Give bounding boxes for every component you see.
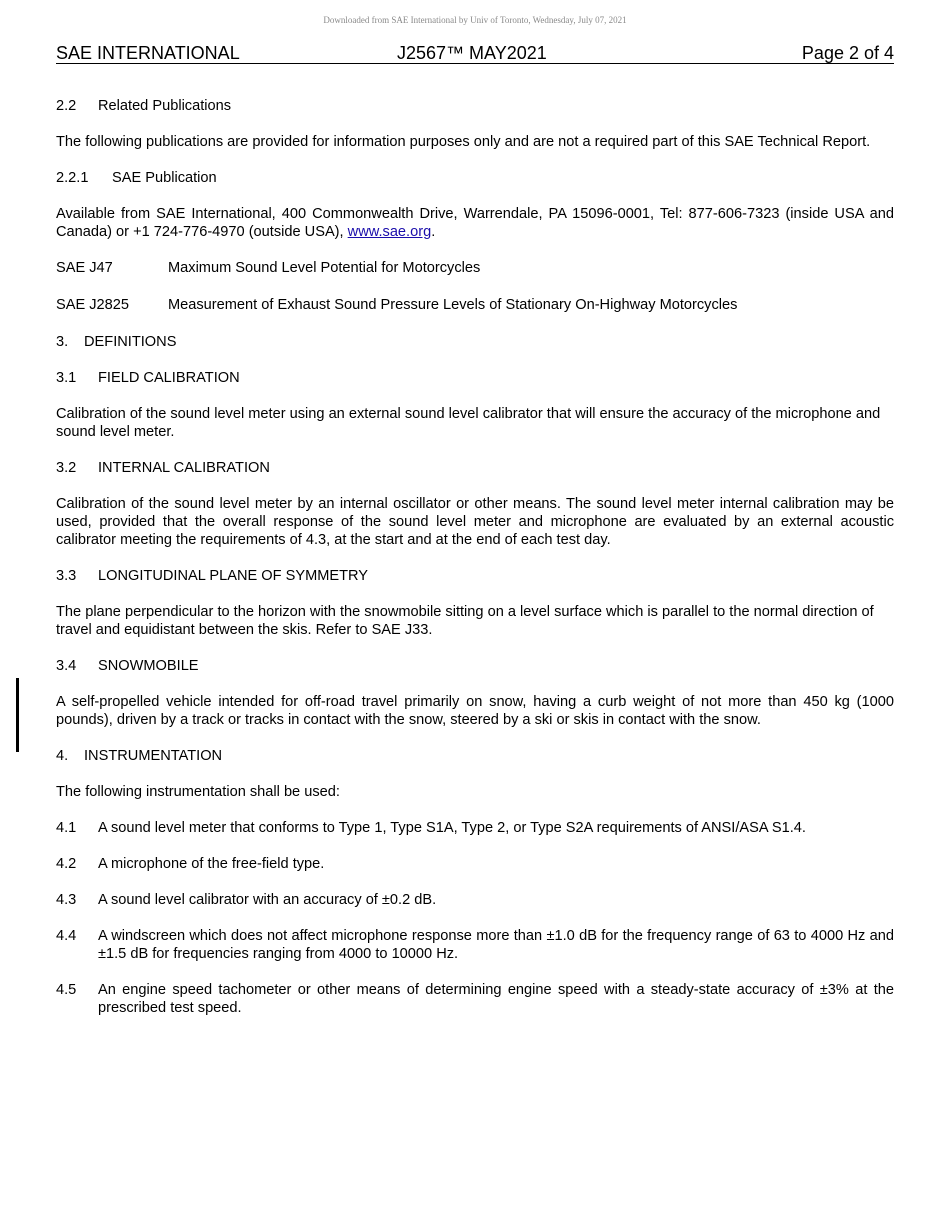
reference-title: Maximum Sound Level Potential for Motorcycles <box>168 260 481 276</box>
reference-title: Measurement of Exhaust Sound Pressure Levels of Stationary On-Highway Motorcycles <box>168 297 738 313</box>
reference-entry <box>56 259 894 277</box>
definition-internal-calibration: Calibration of the sound level meter by an internal oscillator or other means. The sound level meter internal calibration may be used, provided that the overall response of the sound level meter and microphone are evaluated by an external acoustic calibrator meeting the requirements of 4.3, at the start and at the end of each test day. <box>56 496 894 548</box>
revision-change-bar <box>16 678 19 752</box>
section-heading-3-2: 3.2 INTERNAL CALIBRATION <box>56 460 270 476</box>
definition-field-calibration: Calibration of the sound level meter using an external sound level calibrator that will ensure the accuracy of the microphone and sound level meter. <box>56 406 881 440</box>
definition-longitudinal-plane: The plane perpendicular to the horizon with the snowmobile sitting on a level surface which is parallel to the normal direction of travel and equidistant between the skis. Refer to SAE J33. <box>56 604 874 638</box>
instrumentation-item: 4.1 A sound level meter that conforms to Type 1, Type S1A, Type 2, or Type S2A requirements of ANSI/ASA S1.4. <box>56 820 806 836</box>
sae-website-link[interactable]: www.sae.org <box>347 224 432 240</box>
paragraph-availability: Available from SAE International, 400 Commonwealth Drive, Warrendale, PA 15096-0001, Tel: 877-606-7323 (inside USA and Canada) or +1 724-776-4970 (outside USA), www.sae.org. <box>56 206 894 240</box>
header-organization: SAE INTERNATIONAL <box>56 43 240 63</box>
reference-code: SAE J2825 <box>56 297 130 313</box>
paragraph-related-publications: The following publications are provided for information purposes only and are not a required part of this SAE Technical Report. <box>56 134 871 150</box>
section-heading-3: 3. DEFINITIONS <box>56 334 177 350</box>
header-page-number: Page 2 of 4 <box>801 43 894 63</box>
section-heading-2-2: 2.2 Related Publications <box>56 98 232 114</box>
section-heading-4: 4. INSTRUMENTATION <box>56 748 223 764</box>
definition-snowmobile: A self-propelled vehicle intended for off-road travel primarily on snow, having a curb weight of not more than 450 kg (1000 pounds), driven by a track or tracks in contact with the snow, steered by a ski or skis in contact with the snow. <box>56 694 894 728</box>
instrumentation-item: 4.2 A microphone of the free-field type. <box>56 856 325 872</box>
document-body <box>56 97 894 1035</box>
header-document-id: J2567™ MAY2021 <box>397 43 547 63</box>
instrumentation-item: 4.3 A sound level calibrator with an accuracy of ±0.2 dB. <box>56 892 437 908</box>
section-heading-3-3: 3.3 LONGITUDINAL PLANE OF SYMMETRY <box>56 568 369 584</box>
reference-entry <box>56 296 894 314</box>
page-header <box>56 43 894 64</box>
instrumentation-intro: The following instrumentation shall be used: <box>56 784 340 800</box>
instrumentation-item: 4.4 A windscreen which does not affect microphone response more than ±1.0 dB for the frequency range of 63 to 4000 Hz and ±1.5 dB for frequencies ranging from 4000 to 10000 Hz. <box>56 928 894 962</box>
instrumentation-item: 4.5 An engine speed tachometer or other means of determining engine speed with a steady-state accuracy of ±3% at the prescribed test speed. <box>56 982 894 1016</box>
section-heading-2-2-1: 2.2.1 SAE Publication <box>56 170 217 186</box>
download-watermark: Downloaded from SAE International by Univ of Toronto, Wednesday, July 07, 2021 <box>323 15 627 25</box>
reference-code: SAE J47 <box>56 260 113 276</box>
section-heading-3-1: 3.1 FIELD CALIBRATION <box>56 370 240 386</box>
section-heading-3-4: 3.4 SNOWMOBILE <box>56 658 199 674</box>
